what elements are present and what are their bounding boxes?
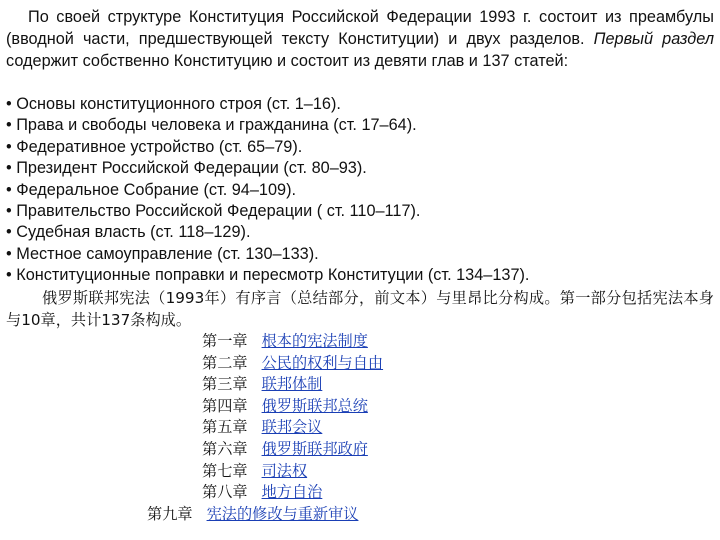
list-item: • Основы конституционного строя (ст. 1–16). — [6, 95, 341, 113]
chapter-number: 第一章 — [202, 332, 248, 350]
intro-text-2: содержит собственно Конституцию и состоит из девяти глав и 137 статей: — [6, 52, 569, 70]
chapter-link[interactable]: 俄罗斯联邦总统 — [261, 396, 368, 415]
list-item: • Правительство Российской Федерации ( ст. 110–117). — [6, 202, 421, 221]
chapter-number: 第七章 — [202, 461, 248, 480]
chapter-row — [0, 461, 720, 483]
chapter-number: 第九章 — [147, 504, 193, 523]
chapter-link[interactable]: 联邦会议 — [261, 418, 323, 437]
list-item: • Федеративное устройство (ст. 65–79). — [6, 137, 303, 156]
chapter-number: 第八章 — [202, 483, 248, 502]
chapter-row — [0, 504, 720, 526]
chapter-number: 第六章 — [202, 439, 248, 458]
chapter-number: 第三章 — [202, 375, 248, 394]
chapter-link[interactable]: 公民的权利与自由 — [261, 353, 384, 372]
chapter-row — [0, 331, 720, 353]
list-item: • Президент Российской Федерации (ст. 80–93). — [6, 159, 367, 178]
chapter-link[interactable]: 地方自治 — [261, 483, 323, 502]
intro-text-1: По своей структуре Конституция Российской Федерации 1993 г. состоит из преамбулы (вводной части, предшествующей тексту Конституции) и двух разделов. — [6, 8, 714, 48]
list-item: • Федеральное Собрание (ст. 94–109). — [6, 180, 297, 199]
chapter-number: 第四章 — [202, 396, 248, 415]
chapter-link[interactable]: 根本的宪法制度 — [261, 332, 368, 350]
chapter-row — [0, 417, 720, 439]
chapter-row — [0, 482, 720, 504]
chapter-link[interactable]: 司法权 — [261, 461, 308, 480]
chapter-link[interactable]: 联邦体制 — [261, 375, 323, 394]
intro-italic-term: Первый раздел — [593, 30, 715, 48]
chinese-chapter-list — [0, 331, 720, 525]
intro-paragraph — [6, 6, 714, 72]
chapter-link[interactable]: 宪法的修改与重新审议 — [206, 504, 359, 523]
list-item: • Судебная власть (ст. 118–129). — [6, 223, 251, 242]
chapter-number: 第二章 — [202, 353, 248, 372]
chapter-bullet-list — [6, 94, 714, 287]
chapter-row — [0, 353, 720, 375]
list-item: • Права и свободы человека и гражданина (ст. 17–64). — [6, 116, 417, 135]
chapter-link[interactable]: 俄罗斯联邦政府 — [261, 439, 368, 458]
list-item: • Местное самоуправление (ст. 130–133). — [6, 244, 319, 263]
chapter-row — [0, 396, 720, 418]
list-item: • Конституционные поправки и пересмотр Конституции (ст. 134–137). — [6, 266, 530, 285]
chapter-row — [0, 374, 720, 396]
chapter-row — [0, 439, 720, 461]
chinese-paragraph: 俄罗斯联邦宪法（1993年）有序言（总结部分，前文本）与里昂比分构成。第一部分包括宪法本身与10章，共计137条构成。 — [6, 289, 714, 329]
chapter-number: 第五章 — [202, 418, 248, 437]
